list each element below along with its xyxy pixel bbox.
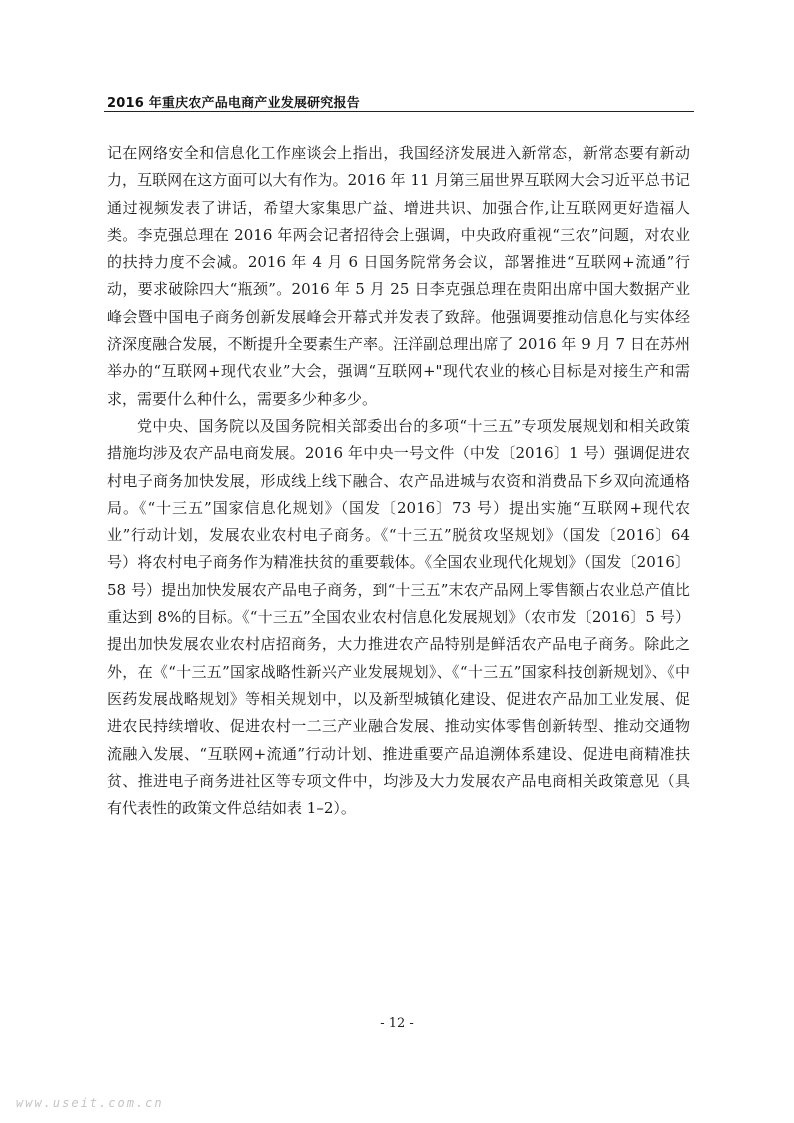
page-number: - 12 - — [380, 1016, 414, 1031]
header-divider — [104, 111, 694, 112]
site-watermark: www.useit.com.cn — [16, 1096, 164, 1110]
running-header-title: 2016 年重庆农产品电商产业发展研究报告 — [107, 96, 360, 111]
document-body — [107, 140, 690, 822]
paragraph-continuation: 记在网络安全和信息化工作座谈会上指出，我国经济发展进入新常态，新常态要有新动力，互联网在这方面可以大有作为。2016 年 11 月第三届世界互联网大会习近平总书记通过视频发表了讲话，希望大家集思广益、增进共识、加强合作,让互联网更好造福人类。李克强总理在 2016 年两会记者招待会上强调，中央政府重视“三农”问题，对农业的扶持力度不会减。2016 年 4 月 6 日国务院常务会议，部署推进“互联网+流通”行动，要求破除四大“瓶颈”。2016 年 5 月 25 日李克强总理在贵阳出席中国大数据产业峰会暨中国电子商务创新发展峰会开幕式并发表了致辞。他强调要推动信息化与实体经济深度融合发展，不断提升全要素生产率。汪洋副总理出席了 2016 年 9 月 7 日在苏州举办的“互联网+现代农业”大会，强调“互联网+"现代农业的核心目标是对接生产和需求，需要什么种什么，需要多少种多少。 — [107, 144, 690, 408]
paragraph-policy-overview: 党中央、国务院以及国务院相关部委出台的多项“十三五”专项发展规划和相关政策措施均涉及农产品电商发展。2016 年中央一号文件（中发〔2016〕1 号）强调促进农村电子商务加快发展，形成线上线下融合、农产品进城与农资和消费品下乡双向流通格局。《“十三五”国家信息化规划》（国发〔2016〕73 号）提出实施“互联网+现代农业”行动计划，发展农业农村电子商务。《“十三五”脱贫攻坚规划》（国发〔2016〕64 号）将农村电子商务作为精准扶贫的重要载体。《全国农业现代化规划》（国发〔2016〕58 号）提出加快发展农产品电子商务，到“十三五”末农产品网上零售额占农业总产值比重达到 8%的目标。《“十三五”全国农业农村信息化发展规划》（农市发〔2016〕5 号）提出加快发展农业农村店招商务，大力推进农产品特别是鲜活农产品电子商务。除此之外，在《“十三五”国家战略性新兴产业发展规划》、《“十三五”国家科技创新规划》、《中医药发展战略规划》等相关规划中，以及新型城镇化建设、促进农产品加工业发展、促进农民持续增收、促进农村一二三产业融合发展、推动实体零售创新转型、推动交通物流融入发展、“互联网+流通”行动计划、推进重要产品追溯体系建设、促进电商精准扶贫、推进电子商务进社区等专项文件中，均涉及大力发展农产品电商相关政策意见（具有代表性的政策文件总结如表 1–2）。 — [107, 416, 690, 818]
